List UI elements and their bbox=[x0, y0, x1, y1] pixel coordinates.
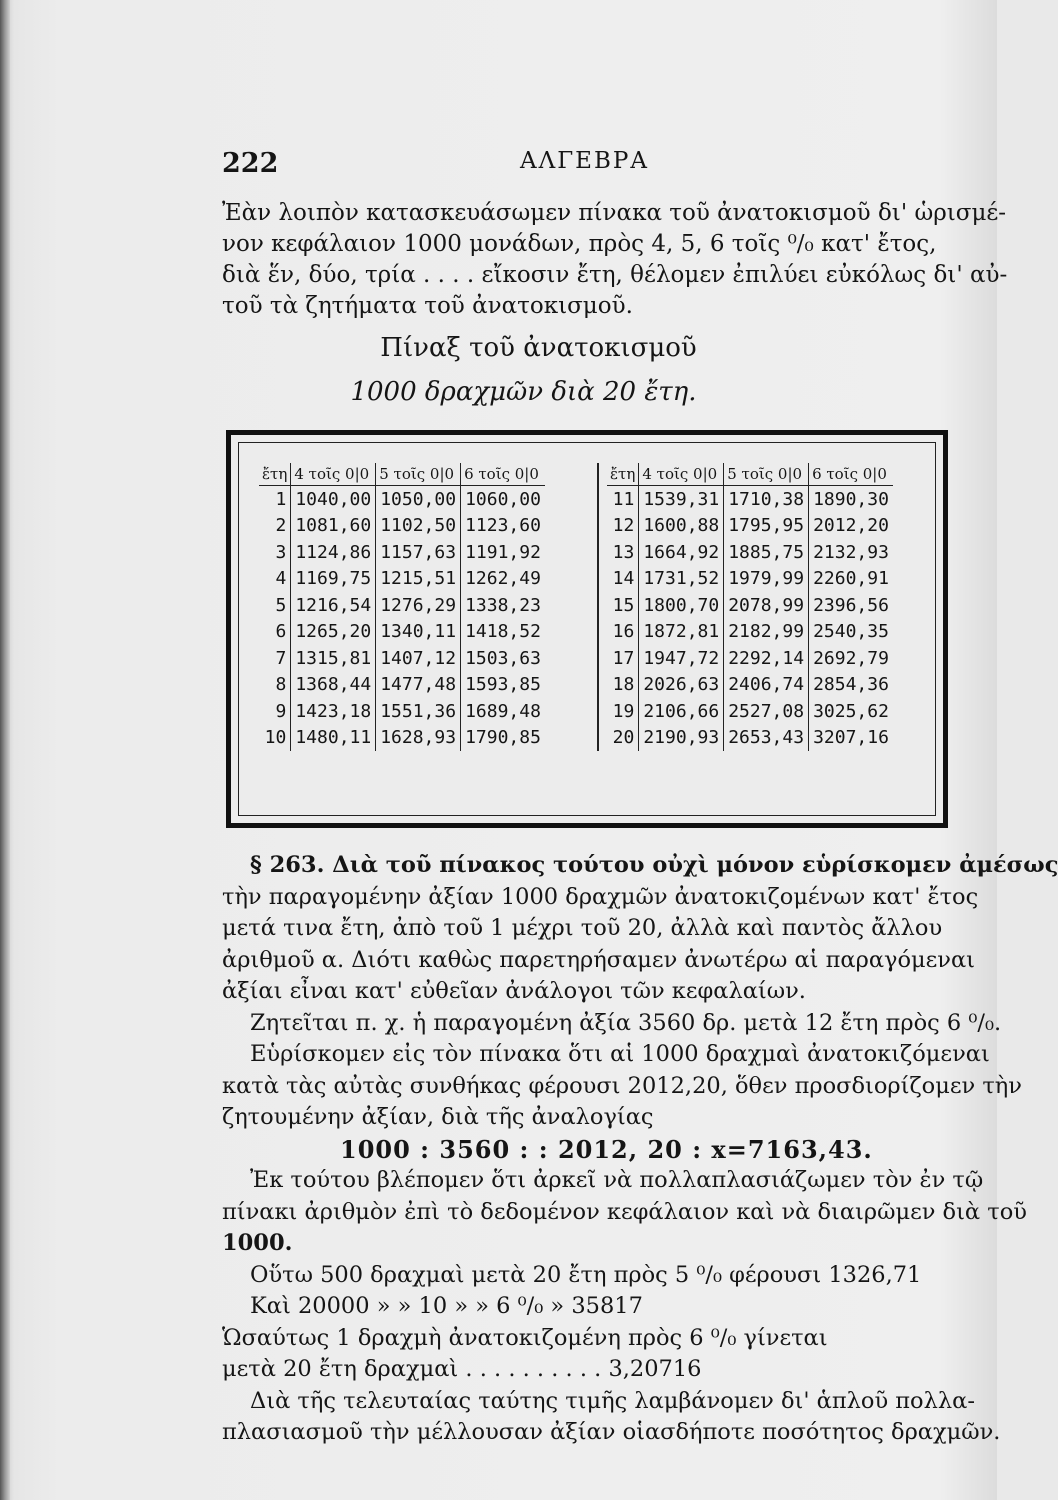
cell-6-percent: 1338,23 bbox=[461, 592, 545, 619]
body-line: ἀριθμοῦ α. Διότι καθὼς παρετηρήσαμεν ἀνωτέρω αἱ παραγόμεναι bbox=[222, 946, 975, 973]
table-row bbox=[259, 672, 545, 699]
cell-year: 3 bbox=[275, 541, 287, 563]
body-line: Καὶ 20000 » » 10 » » 6 ⁰/₀ » 35817 bbox=[250, 1293, 643, 1319]
cell-6-percent: 3207,16 bbox=[809, 725, 893, 752]
header-years: ἔτη bbox=[259, 463, 291, 486]
cell-4-percent: 1169,75 bbox=[291, 566, 376, 593]
cell-5-percent: 2527,08 bbox=[724, 698, 809, 725]
interest-table-left bbox=[259, 463, 545, 751]
cell-6-percent: 3025,62 bbox=[809, 698, 893, 725]
table-row bbox=[607, 672, 893, 699]
cell-5-percent: 1407,12 bbox=[376, 645, 461, 672]
cell-6-percent: 1503,63 bbox=[461, 645, 545, 672]
body-line: πλασιασμοῦ τὴν μέλλουσαν ἀξίαν οἱασδήποτε ποσότητος δραχμῶν. bbox=[222, 1419, 1001, 1445]
cell-6-percent: 2260,91 bbox=[809, 566, 893, 593]
body-line: μετὰ 20 ἔτη δραχμαὶ . . . . . . . . . . 3,20716 bbox=[222, 1356, 702, 1382]
cell-4-percent: 1423,18 bbox=[291, 698, 376, 725]
page-binding-shadow bbox=[0, 0, 10, 1500]
cell-6-percent: 1890,30 bbox=[809, 486, 893, 513]
body-line: 1000. bbox=[222, 1230, 293, 1256]
body-line: τὴν παραγομένην ἀξίαν 1000 δραχμῶν ἀνατοκιζομένων κατ' ἔτος bbox=[222, 883, 979, 910]
cell-6-percent: 2012,20 bbox=[809, 513, 893, 540]
cell-5-percent: 2078,99 bbox=[724, 592, 809, 619]
cell-4-percent: 1731,52 bbox=[639, 566, 724, 593]
cell-year: 2 bbox=[275, 515, 287, 537]
body-line: Οὕτω 500 δραχμαὶ μετὰ 20 ἔτη πρὸς 5 ⁰/₀ φέρουσι 1326,71 bbox=[250, 1261, 922, 1288]
header-4-percent: 4 τοῖς 0|0 bbox=[639, 463, 724, 486]
cell-6-percent: 1060,00 bbox=[461, 486, 545, 513]
interest-table-inner-border bbox=[238, 442, 936, 816]
cell-5-percent: 2653,43 bbox=[724, 725, 809, 752]
body-line: ζητουμένην ἀξίαν, διὰ τῆς ἀναλογίας bbox=[222, 1104, 654, 1130]
table-row bbox=[607, 725, 893, 752]
header-4-percent: 4 τοῖς 0|0 bbox=[291, 463, 376, 486]
body-line: ἀξίαι εἶναι κατ' εὐθεῖαν ἀνάλογοι τῶν κεφαλαίων. bbox=[222, 978, 806, 1004]
table-row bbox=[259, 566, 545, 593]
interest-table-frame bbox=[226, 430, 948, 828]
cell-year: 19 bbox=[612, 700, 635, 722]
cell-4-percent: 1480,11 bbox=[291, 725, 376, 752]
proportion-equation: 1000 : 3560 : : 2012, 20 : x=7163,43. bbox=[340, 1134, 873, 1164]
cell-year: 9 bbox=[275, 700, 287, 722]
intro-line: διὰ ἕν, δύο, τρία . . . . εἴκοσιν ἔτη, θέλομεν ἐπιλύει εὐκόλως δι' αὐ- bbox=[222, 262, 1008, 288]
cell-6-percent: 1123,60 bbox=[461, 513, 545, 540]
body-line: Εὑρίσκομεν εἰς τὸν πίνακα ὅτι αἱ 1000 δραχμαὶ ἀνατοκιζόμεναι bbox=[250, 1041, 990, 1067]
table-years-1-10 bbox=[259, 463, 589, 751]
cell-year: 14 bbox=[612, 568, 635, 590]
intro-paragraph bbox=[222, 198, 1008, 322]
cell-4-percent: 2190,93 bbox=[639, 725, 724, 752]
cell-year: 12 bbox=[612, 515, 635, 537]
body-line: μετά τινα ἔτη, ἀπὸ τοῦ 1 μέχρι τοῦ 20, ἀλλὰ καὶ παντὸς ἄλλου bbox=[222, 915, 943, 941]
cell-year: 10 bbox=[264, 727, 287, 749]
table-row bbox=[607, 619, 893, 646]
cell-year: 8 bbox=[275, 674, 287, 696]
cell-6-percent: 1689,48 bbox=[461, 698, 545, 725]
cell-6-percent: 1418,52 bbox=[461, 619, 545, 646]
table-row bbox=[259, 645, 545, 672]
table-row bbox=[259, 619, 545, 646]
cell-5-percent: 1885,75 bbox=[724, 539, 809, 566]
cell-4-percent: 2106,66 bbox=[639, 698, 724, 725]
table-row bbox=[259, 513, 545, 540]
cell-5-percent: 1477,48 bbox=[376, 672, 461, 699]
table-row bbox=[607, 513, 893, 540]
table-row bbox=[607, 566, 893, 593]
cell-year: 15 bbox=[612, 594, 635, 616]
table-row bbox=[259, 698, 545, 725]
table-row bbox=[259, 486, 545, 513]
body-line: κατὰ τὰς αὐτὰς συνθήκας φέρουσι 2012,20, ὅθεν προσδιορίζομεν τὴν bbox=[222, 1072, 1022, 1099]
cell-year: 7 bbox=[275, 647, 287, 669]
table-header-row bbox=[607, 463, 893, 486]
cell-5-percent: 1215,51 bbox=[376, 566, 461, 593]
cell-6-percent: 2396,56 bbox=[809, 592, 893, 619]
cell-6-percent: 2692,79 bbox=[809, 645, 893, 672]
body-line: πίνακι ἀριθμὸν ἐπὶ τὸ δεδομένον κεφάλαιον καὶ νὰ διαιρῶμεν διὰ τοῦ bbox=[222, 1198, 1027, 1225]
cell-6-percent: 2540,35 bbox=[809, 619, 893, 646]
body-line: Διὰ τῆς τελευταίας ταύτης τιμῆς λαμβάνομεν δι' ἁπλοῦ πολλα- bbox=[250, 1387, 975, 1414]
cell-4-percent: 1800,70 bbox=[639, 592, 724, 619]
cell-4-percent: 1265,20 bbox=[291, 619, 376, 646]
cell-6-percent: 1593,85 bbox=[461, 672, 545, 699]
table-row bbox=[607, 539, 893, 566]
cell-year: 11 bbox=[612, 488, 635, 510]
cell-year: 16 bbox=[612, 621, 635, 643]
intro-line: τοῦ τὰ ζητήματα τοῦ ἀνατοκισμοῦ. bbox=[222, 293, 633, 319]
table-row bbox=[607, 698, 893, 725]
header-5-percent: 5 τοῖς 0|0 bbox=[724, 463, 809, 486]
cell-4-percent: 1368,44 bbox=[291, 672, 376, 699]
cell-5-percent: 1102,50 bbox=[376, 513, 461, 540]
cell-4-percent: 1216,54 bbox=[291, 592, 376, 619]
table-row bbox=[607, 592, 893, 619]
running-head: ΑΛΓΕΒΡΑ bbox=[520, 148, 649, 174]
cell-year: 5 bbox=[275, 594, 287, 616]
header-years: ἔτη bbox=[607, 463, 639, 486]
cell-5-percent: 1979,99 bbox=[724, 566, 809, 593]
header-6-percent: 6 τοῖς 0|0 bbox=[809, 463, 893, 486]
cell-5-percent: 1710,38 bbox=[724, 486, 809, 513]
cell-4-percent: 1040,00 bbox=[291, 486, 376, 513]
table-row bbox=[607, 486, 893, 513]
cell-year: 4 bbox=[275, 568, 287, 590]
interest-table-right bbox=[607, 463, 893, 751]
cell-6-percent: 2854,36 bbox=[809, 672, 893, 699]
cell-4-percent: 1539,31 bbox=[639, 486, 724, 513]
cell-year: 20 bbox=[612, 727, 635, 749]
cell-4-percent: 1600,88 bbox=[639, 513, 724, 540]
cell-6-percent: 1262,49 bbox=[461, 566, 545, 593]
table-row bbox=[259, 539, 545, 566]
cell-year: 13 bbox=[612, 541, 635, 563]
body-line: Ὡσαύτως 1 δραχμὴ ἀνατοκιζομένη πρὸς 6 ⁰/₀ γίνεται bbox=[222, 1324, 828, 1351]
table-title: Πίναξ τοῦ ἀνατοκισμοῦ bbox=[380, 333, 697, 363]
table-row bbox=[259, 725, 545, 752]
page-header bbox=[0, 148, 997, 188]
cell-5-percent: 1551,36 bbox=[376, 698, 461, 725]
cell-6-percent: 1790,85 bbox=[461, 725, 545, 752]
cell-5-percent: 1276,29 bbox=[376, 592, 461, 619]
cell-6-percent: 2132,93 bbox=[809, 539, 893, 566]
body-line: § 263. Διὰ τοῦ πίνακος τούτου οὐχὶ μόνον εὑρίσκομεν ἀμέσως bbox=[250, 852, 1058, 878]
cell-year: 18 bbox=[612, 674, 635, 696]
cell-4-percent: 2026,63 bbox=[639, 672, 724, 699]
cell-5-percent: 1340,11 bbox=[376, 619, 461, 646]
cell-4-percent: 1664,92 bbox=[639, 539, 724, 566]
body-line: Ἐκ τούτου βλέπομεν ὅτι ἀρκεῖ νὰ πολλαπλασιάζωμεν τὸν ἐν τῷ bbox=[250, 1167, 984, 1193]
cell-5-percent: 1157,63 bbox=[376, 539, 461, 566]
section-263-text bbox=[222, 850, 1058, 1449]
cell-5-percent: 1628,93 bbox=[376, 725, 461, 752]
cell-4-percent: 1081,60 bbox=[291, 513, 376, 540]
table-subtitle: 1000 δραχμῶν διὰ 20 ἔτη. bbox=[350, 377, 697, 407]
page-number: 222 bbox=[222, 148, 279, 179]
cell-4-percent: 1872,81 bbox=[639, 619, 724, 646]
cell-4-percent: 1947,72 bbox=[639, 645, 724, 672]
header-6-percent: 6 τοῖς 0|0 bbox=[461, 463, 545, 486]
cell-5-percent: 1050,00 bbox=[376, 486, 461, 513]
cell-5-percent: 1795,95 bbox=[724, 513, 809, 540]
intro-line: Ἐὰν λοιπὸν κατασκευάσωμεν πίνακα τοῦ ἀνατοκισμοῦ δι' ὡρισμέ- bbox=[222, 200, 1007, 226]
cell-5-percent: 2292,14 bbox=[724, 645, 809, 672]
cell-5-percent: 2406,74 bbox=[724, 672, 809, 699]
intro-line: νον κεφάλαιον 1000 μονάδων, πρὸς 4, 5, 6 τοῖς ⁰/₀ κατ' ἔτος, bbox=[222, 231, 937, 257]
cell-4-percent: 1124,86 bbox=[291, 539, 376, 566]
cell-5-percent: 2182,99 bbox=[724, 619, 809, 646]
cell-year: 6 bbox=[275, 621, 287, 643]
header-5-percent: 5 τοῖς 0|0 bbox=[376, 463, 461, 486]
cell-6-percent: 1191,92 bbox=[461, 539, 545, 566]
cell-year: 17 bbox=[612, 647, 635, 669]
table-header-row bbox=[259, 463, 545, 486]
cell-year: 1 bbox=[275, 488, 287, 510]
body-line: Ζητεῖται π. χ. ἡ παραγομένη ἀξία 3560 δρ. μετὰ 12 ἔτη πρὸς 6 ⁰/₀. bbox=[250, 1009, 1002, 1036]
table-years-11-20 bbox=[597, 463, 942, 751]
cell-4-percent: 1315,81 bbox=[291, 645, 376, 672]
table-row bbox=[259, 592, 545, 619]
table-row bbox=[607, 645, 893, 672]
